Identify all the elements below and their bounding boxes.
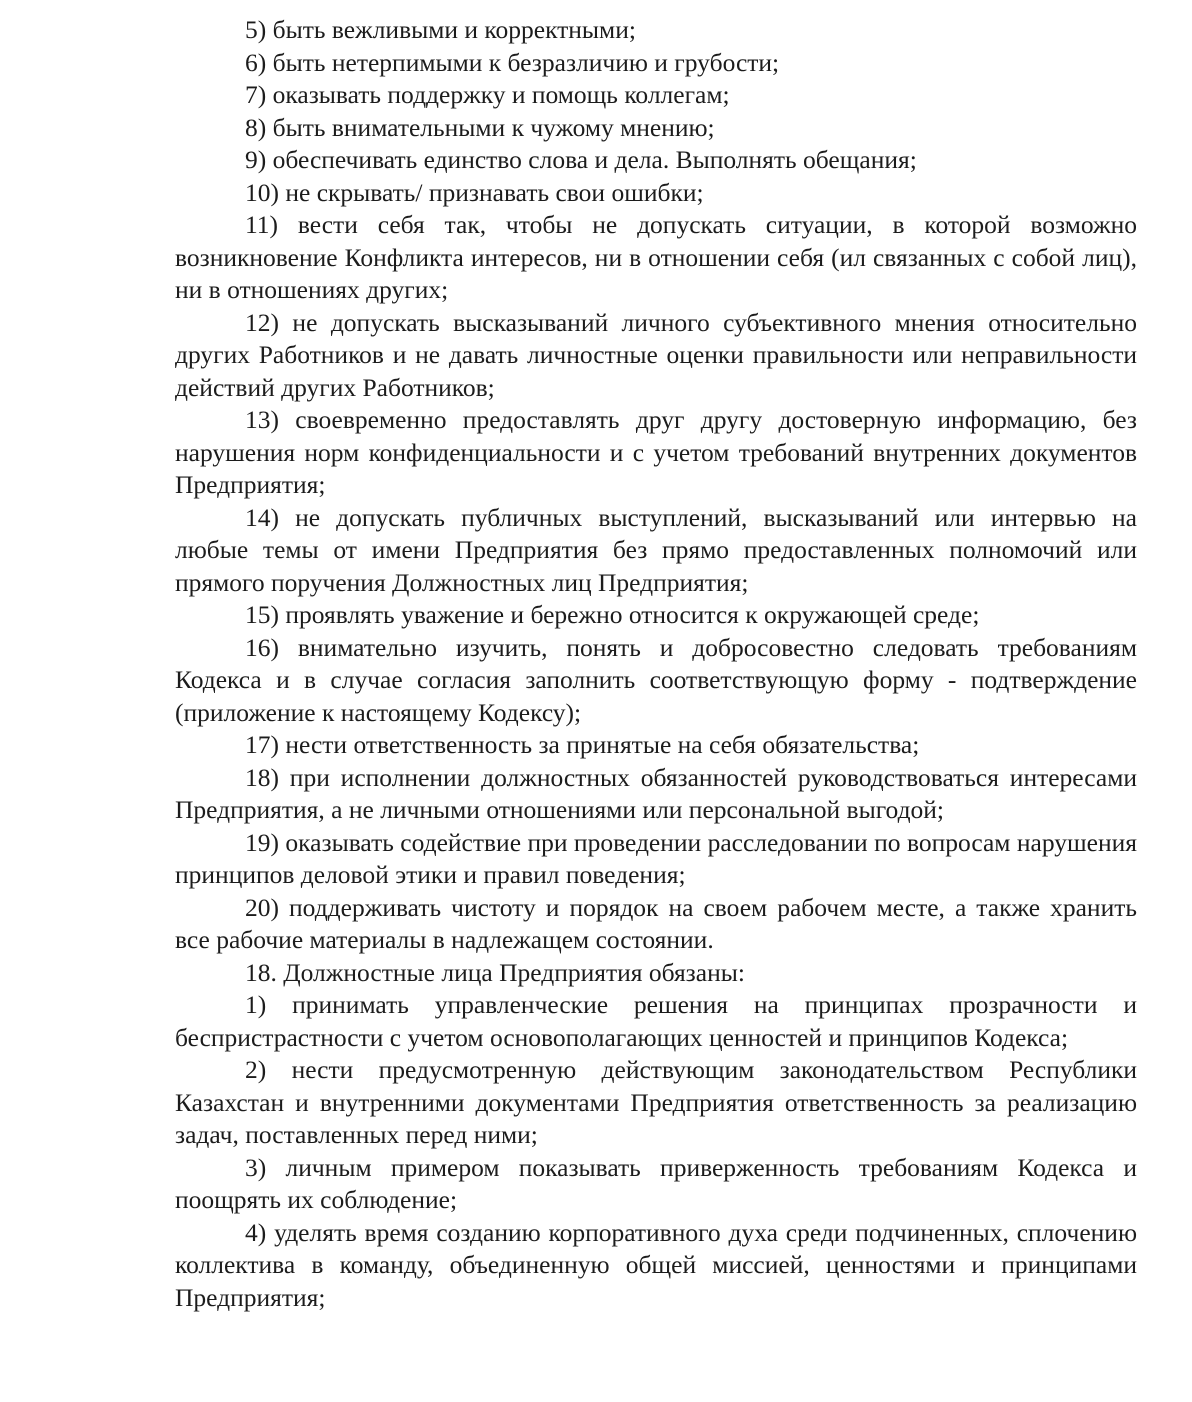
officer-duty-4: 4) уделять время созданию корпоративного духа среди подчиненных, сплочению коллектива в команду, объединенную общей миссией, ценностями и принципами Предприятия; <box>175 1217 1137 1312</box>
officer-duty-3: 3) личным примером показывать приверженность требованиям Кодекса и поощрять их соблюдение; <box>175 1152 1137 1214</box>
officer-duty-2: 2) нести предусмотренную действующим законодательством Республики Казахстан и внутренними документами Предприятия ответственность за реализацию задач, поставленных перед ними; <box>175 1055 1137 1149</box>
paragraph-item-16: 16) внимательно изучить, понять и добросовестно следовать требованиям Кодекса и в случае согласия заполнить соответствующую форму - подтверждение (приложение к настоящему Кодексу); <box>175 632 1137 727</box>
document-body <box>175 14 1137 1314</box>
paragraph-item-6: 6) быть нетерпимыми к безразличию и грубости; <box>245 47 780 77</box>
paragraph-item-9: 9) обеспечивать единство слова и дела. Выполнять обещания; <box>245 145 917 174</box>
paragraph-item-15: 15) проявлять уважение и бережно относится к окружающей среде; <box>245 600 980 629</box>
paragraph-item-17: 17) нести ответственность за принятые на себя обязательства; <box>245 730 920 759</box>
paragraph-item-5: 5) быть вежливыми и корректными; <box>245 15 636 44</box>
officer-duty-1: 1) принимать управленческие решения на принципах прозрачности и беспристрастности с учетом основополагающих ценностей и принципов Кодекса; <box>175 990 1137 1052</box>
paragraph-item-11: 11) вести себя так, чтобы не допускать ситуации, в которой возможно возникновение Конфликта интересов, ни в отношении себя (ил связанных с собой лиц), ни в отношениях других; <box>175 210 1137 304</box>
paragraph-item-13: 13) своевременно предоставлять друг другу достоверную информацию, без нарушения норм конфиденциальности и с учетом требований внутренних документов Предприятия; <box>175 405 1137 499</box>
paragraph-item-8: 8) быть внимательными к чужому мнению; <box>245 112 715 142</box>
paragraph-item-7: 7) оказывать поддержку и помощь коллегам; <box>245 80 730 109</box>
paragraph-item-18: 18) при исполнении должностных обязанностей руководствоваться интересами Предприятия, а не личными отношениями или персональной выгодой; <box>175 762 1137 824</box>
section-heading-18: 18. Должностные лица Предприятия обязаны: <box>245 957 745 987</box>
paragraph-item-14: 14) не допускать публичных выступлений, высказываний или интервью на любые темы от имени Предприятия без прямо предоставленных полномочий или прямого поручения Должностных лиц Предприятия; <box>175 502 1137 597</box>
paragraph-item-10: 10) не скрывать/ признавать свои ошибки; <box>245 177 704 207</box>
paragraph-item-12: 12) не допускать высказываний личного субъективного мнения относительно других Работников и не давать личностные оценки правильности или неправильности действий других Работников; <box>175 307 1137 402</box>
paragraph-item-19: 19) оказывать содействие при проведении расследовании по вопросам нарушения принципов деловой этики и правил поведения; <box>175 827 1137 889</box>
paragraph-item-20: 20) поддерживать чистоту и порядок на своем рабочем месте, а также хранить все рабочие материалы в надлежащем состоянии. <box>175 892 1137 954</box>
